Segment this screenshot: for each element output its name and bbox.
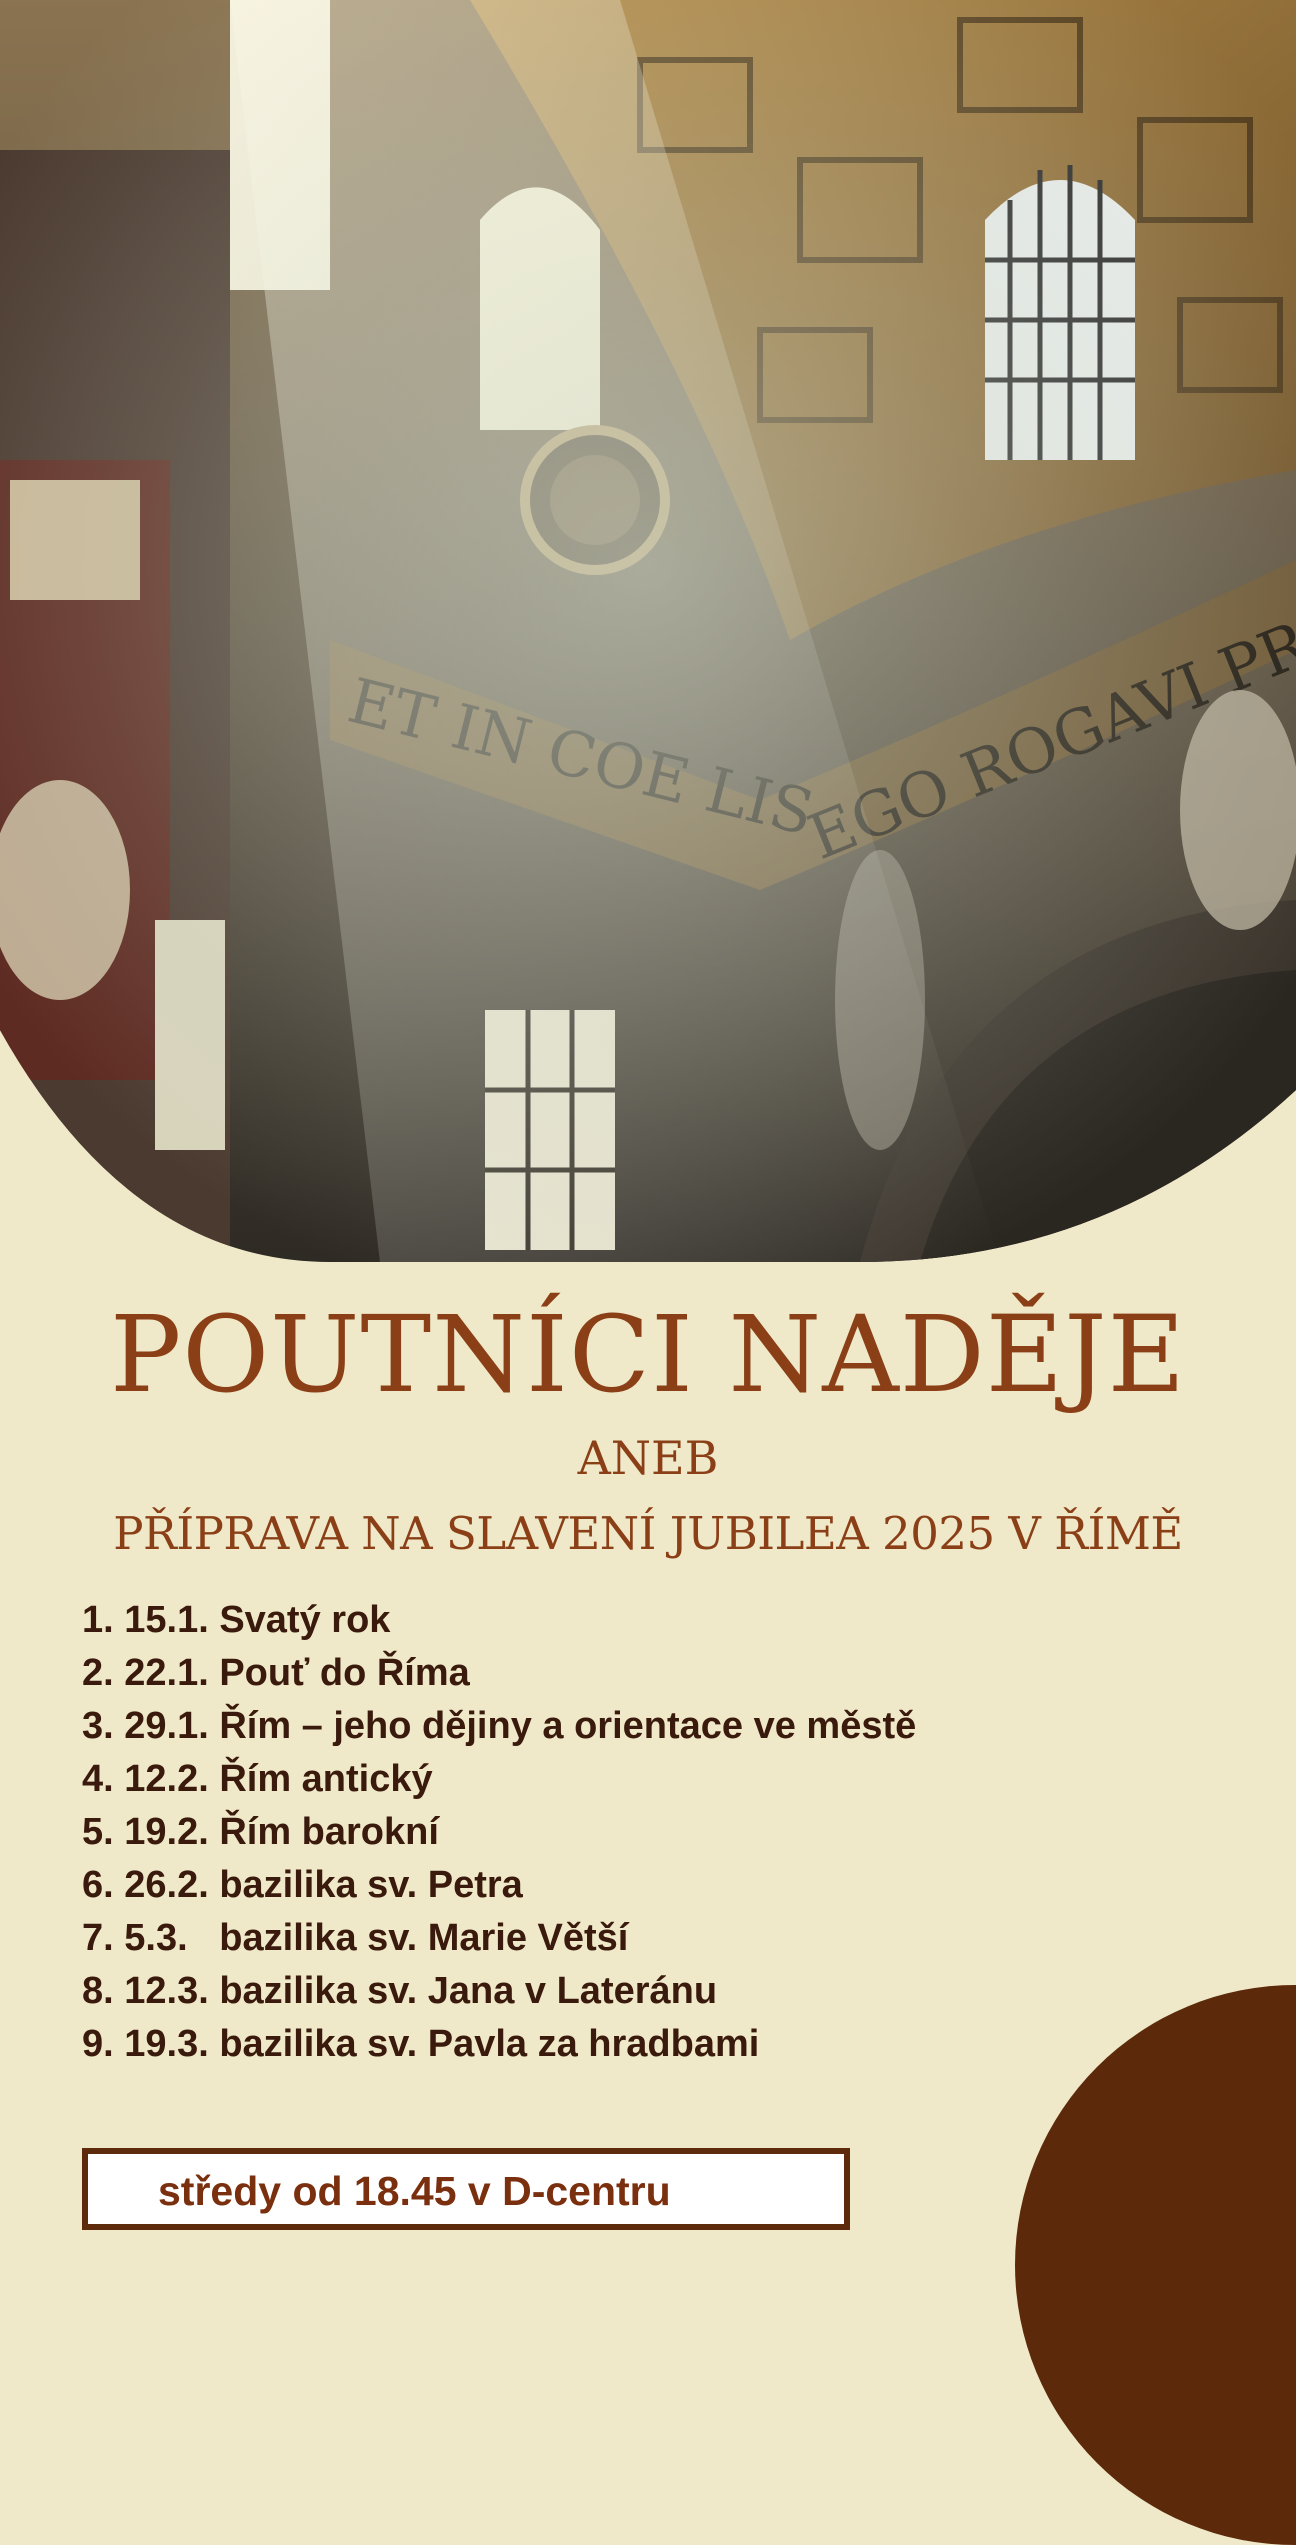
list-item: 2. 22.1. Pouť do Říma: [82, 1652, 470, 1694]
schedule-list: [82, 1594, 1082, 2071]
time-note-box: [82, 2148, 850, 2230]
list-item: 5. 19.2. Řím barokní: [82, 1811, 439, 1853]
list-item: 1. 15.1. Svatý rok: [82, 1599, 391, 1641]
title-block: [0, 1290, 1296, 1566]
list-item: 7. 5.3. bazilika sv. Marie Větší: [82, 1917, 629, 1959]
subtitle-aneb: ANEB: [577, 1431, 719, 1485]
list-item: 4. 12.2. Řím antický: [82, 1758, 433, 1800]
basilica-interior-illustration: [0, 0, 1296, 1262]
hero-image: [0, 0, 1296, 1262]
page-title: POUTNÍCI NADĚJE: [109, 1293, 1187, 1416]
list-item: 8. 12.3. bazilika sv. Jana v Lateránu: [82, 1970, 718, 2012]
list-item: 3. 29.1. Řím – jeho dějiny a orientace ve městě: [82, 1705, 917, 1747]
list-item: 9. 19.3. bazilika sv. Pavla za hradbami: [82, 2023, 760, 2065]
list-item: 6. 26.2. bazilika sv. Petra: [82, 1864, 523, 1906]
subtitle-jubilee: PŘÍPRAVA NA SLAVENÍ JUBILEA 2025 V ŘÍMĚ: [113, 1507, 1183, 1560]
time-note: středy od 18.45 v D-centru: [158, 2168, 671, 2214]
